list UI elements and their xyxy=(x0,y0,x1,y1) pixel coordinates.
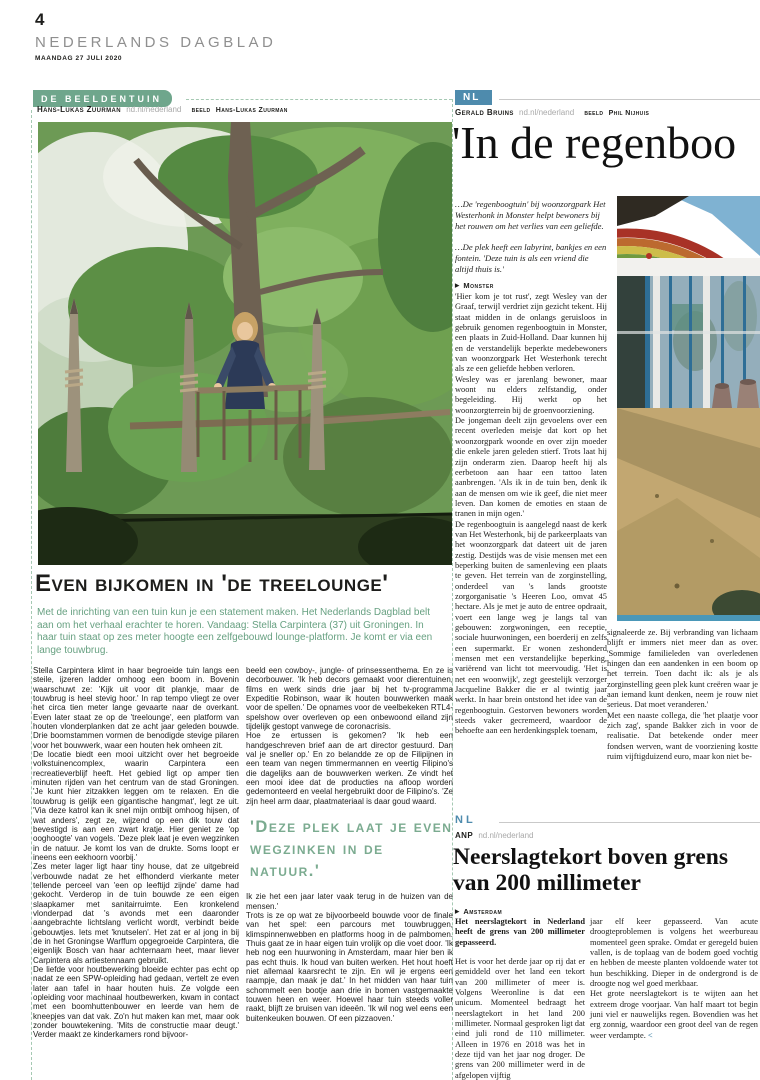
photo-credit-name: Hans-Lukas Zuurman xyxy=(215,107,288,114)
paragraph-text: Het grote neerslagtekort is te wijten aan het extreem droge voorjaar. Van half maart tot begin juni viel er nauwelijks regen. Bovendien was het erg zonnig, waardoor een groot deel van de regen weer verdampte. xyxy=(590,989,758,1040)
bold-lede: Het neerslagtekort in Nederland heeft de grens van 200 millimeter gepasseerd. xyxy=(455,917,585,947)
paragraph: 'Hier kom je tot rust', zegt Wesley van der Graaf, terwijl verdriet zijn gezicht tekent. Hij staat midden in de onlangs geruisloos in gebruik genomen regenboogtuin in Monster, een plaats in Zuid-Holland. Daar kunnen hij en de verstandelijk beperkte medebewoners van woonzorgpark Het Westerhonk terecht als ze een geliefde hebben verloren. xyxy=(455,292,607,374)
paragraph: Hoe ze ertussen is gekomen? 'Ik heb een handgeschreven brief aan de art director gestuurd. Dan val je sneller op.' En zo belandde ze op de Filipijnen in een team van negen timmermannen en veertig Filipino's die dagelijks aan de bouwwerken werken. Ze vindt het een mooi idee dat de producties na afloop worden gedemonteerd en veelal hergebruikt door de Filipino's. 'Ze zijn heel arm daar, plaatmateriaal is daar goud waard. xyxy=(246,731,453,806)
paragraph: Wesley was er jarenlang bewoner, maar woont nu elders zelfstandig, onder begeleiding. Hij werkt op het woonzorgterrein bij de groenvoorziening. xyxy=(455,374,607,415)
treehouse-photo xyxy=(38,122,452,565)
end-of-article-marker: < xyxy=(647,1030,653,1040)
lede-paragraph: …De 'regenboogtuin' bij woonzorgpark Het Westerhonk in Monster helpt bewoners bij het rouwen om het verlies van een geliefde. xyxy=(455,199,606,232)
paragraph: De locatie biedt een mooi uitzicht over het begroeide volkstuinencomplex, waarin Carpintera een recreatieverblijf heeft. Het gebied ligt op amper tien minuten rijden van het centrum van de stad Groningen. 'Je kunt hier zitzakken leggen om te relaxen. En die touwbrug is gelijk een gigantische hangmat', legt ze uit. 'Via deze katrol kan ik snel mijn ontbijt omhoog hijsen, of wat anders', zegt ze, wijzend op een dik touw dat bevestigd is aan een zwart kratje. Hier geniet ze 'op ooghoogte' van vogels. 'Deze plek laat je even wegzinken in de natuur. Je komt los van de drukte. Soms loopt er ineens een eekhoorn voorbij.' xyxy=(33,750,239,862)
photo-credit-label: beeld xyxy=(191,107,211,114)
paragraph: Stella Carpintera klimt in haar begroeide tuin langs een steile, ijzeren ladder omhoog een boom in. Bovenin waarschuwt ze: 'Kijk uit voor dit plankje, maar de touwbrug is heel stevig hoor.' In rap tempo vliegt ze over het circa tien meter lange gevaarte naar de overkant. Even later staat ze op de 'treelounge', een platform van houten vlonderplanken dat ze acht jaar geleden bouwde. Drie boomstammen vormen de benodigde stevige pilaren voor het bouwwerk, waar een houten hek omheen zit. xyxy=(33,666,239,750)
bottom-right-column-1 xyxy=(455,917,585,1080)
site-link[interactable]: nd.nl/nederland xyxy=(126,105,182,114)
paragraph: Het is voor het derde jaar op rij dat er gemiddeld over het land een tekort van 200 millimeter of meer is. Volgens Weeronline is dat een unicum. Momenteel bedraagt het neerslagtekort in het land 200 millimeter. Normaal gesproken ligt dat eind juli rond de 110 millimeter. Alleen in 1976 en 2018 was het in deze tijd van het jaar nog droger. De grens van 200 millimeter werd in de afgelopen vijftig xyxy=(455,957,586,1080)
section-badge-label: NL xyxy=(463,92,481,103)
header-rule xyxy=(499,822,760,823)
kicker-arrow-icon: ▶ xyxy=(455,283,460,289)
paragraph: Ik zie het een jaar later vaak terug in de huizen van de mensen.' xyxy=(246,892,453,911)
section-badge-label: DE BEELDENTUIN xyxy=(41,94,163,104)
paragraph: De liefde voor houtbewerking bloeide echter pas echt op nadat ze een SPW-opleiding had gedaan, vertelt ze even later aan tafel in haar houten huis. Ze volgde een opleiding voor machinaal houtbewerken, kwam in contact met een boomhuttenbouwer en leerde van hem de kneepjes van dat vak. Zo'n hut maken kan met, maar ook zonder bouwtekening. 'Mits de constructie maar deugt.' Verder maakt ze kinderkamers rond bijvoor- xyxy=(33,965,239,1040)
byline-bottom-right-article xyxy=(455,831,533,840)
paragraph: Met een naaste collega, die 'het plaatje voor zich zag', spande Bakker zich in voor de realisatie. Dat betekende onder meer fondsen werven, want de voorziening kostte ruim vijftigduizend euro, maar kon niet be- xyxy=(607,710,758,762)
dashed-rule-left xyxy=(31,110,32,1080)
page-number: 4 xyxy=(35,10,45,29)
site-link[interactable]: nd.nl/nederland xyxy=(478,831,534,840)
dateline-kicker xyxy=(455,281,494,290)
paragraph: beeld een cowboy-, jungle- of prinsessenthema. En ze is decorbouwer. 'Ik heb decors gemaakt voor dierentuinen, films en werk sinds drie jaar bij het tv-programma Expeditie Robinson, waar ik houten bouwwerken maak voor de spellen.' De opnames voor de veelbekeken RTL4-spelshow over overleven op een onbewoond eiland zijn tijdelijk gestopt vanwege de coronacrisis. xyxy=(246,666,453,732)
photo-credit-name: Phil Nijhuis xyxy=(608,110,650,117)
left-article-column-2 xyxy=(246,666,453,1023)
kicker-place: Monster xyxy=(463,281,494,290)
site-link[interactable]: nd.nl/nederland xyxy=(519,108,575,117)
dateline-kicker xyxy=(455,907,502,916)
left-article-intro: Met de inrichting van een tuin kun je een statement maken. Het Nederlands Dagblad belt aan om het verhaal erachter te horen. Vandaag: Stella Carpintera (37) uit Groningen. In haar tuin staat op zes meter hoogte een zelfgebouwd lounge-platform. Je komt er via een lange touwbrug. xyxy=(37,607,433,656)
paragraph: De jongeman deelt zijn gevoelens over een recent overleden meisje dat kort op het woonzorgpark woonde en over zijn moeder die enkele jaren geleden stierf. Trots laat hij zijn onderarm zien. Daarop heeft hij als eerbetoon aan haar een tattoo laten aanbrengen. 'Als ik in de tuin ben, denk ik aan de mensen om wie ik geef, die niet meer leven. Dan komen de emoties en staan de tranen in mijn ogen.' xyxy=(455,416,607,519)
treehouse-photo-graphic xyxy=(38,122,452,565)
paragraph: De regenboogtuin is aangelegd naast de kerk van Het Westerhonk, bij de parkeerplaats van het woonzorgpark dat dateert uit de jaren zestig. Destijds was de visie mensen met een beperking buiten de samenleving een plaats te geven. Het terrein van de zorginstelling, onderdeel van 's lands grootste zorgorganisatie 's Heeren Loo, omvat 45 hectare. Als je met je auto de entree opdraait, voert een lange weg je langs tal van gebouwen: zorgwoningen, een receptie, sociale huurwoningen, een boerderij en zelfs een supermarkt. Er wonen zeshonderd mensen met een verstandelijke beperking, variërend van licht tot meervoudig. 'Het is net een woonwijk', zegt geestelijk verzorger Jacqueline Bakker die er al twintig jaar werkt. In haar brein ontstond het idee van de regenboogtuin. Gestorven bewoners worden steeds vaker gecremeerd, waardoor de behoefte aan een herdenkingsplek toenam, xyxy=(455,519,607,736)
masthead: NEDERLANDS DAGBLAD xyxy=(35,34,277,51)
top-right-headline-clip xyxy=(452,116,760,169)
rainbow-building-photo xyxy=(617,196,760,621)
top-right-column-1 xyxy=(455,292,607,737)
bottom-right-headline: Neerslagtekort boven grens van 200 millimeter xyxy=(453,844,728,896)
dashed-rule-top xyxy=(186,99,452,100)
top-right-column-2 xyxy=(607,628,758,762)
author-name: ANP xyxy=(455,831,474,840)
paragraph: Zes meter lager ligt haar tiny house, dat ze uitgebreid verbouwde nadat ze het elfhonderd vierkante meter tellende perceel van 'een op leeftijd zijnde' dame had gekocht. Verderop in de tuin bouwde ze een eigen slaapkamer met sanitairruimte. Een kronkelend vlonderpad dat 's avonds met een daaronder aangebrachte lichtslang verlicht wordt, verbindt beide gebouwtjes. Iets met 'knutselen'. Het zat er al jong in bij de in het Groningse Warffum opgegroeide Carpintera, die eigenlijk Bosch van haar achternaam heet, maar liever Carpintera als artiestennaam gebruikt. xyxy=(33,862,239,965)
left-article-headline: Even bijkomen in 'de treelounge' xyxy=(35,570,389,597)
byline-left-article xyxy=(37,105,288,114)
pull-quote: 'Deze plek laat je even wegzinken in de natuur.' xyxy=(250,818,453,881)
author-name: Hans-Lukas Zuurman xyxy=(37,105,121,114)
photo-credit-label: beeld xyxy=(584,110,604,117)
top-right-lede xyxy=(455,199,607,284)
kicker-place: Amsterdam xyxy=(463,907,503,916)
left-article-column-1 xyxy=(33,666,239,1040)
kicker-arrow-icon: ▶ xyxy=(455,909,460,915)
paragraph xyxy=(590,989,758,1041)
lede-paragraph: …De plek heeft een labyrint, bankjes en een fontein. 'Deze tuin is als een vriend die altijd thuis is.' xyxy=(455,241,607,275)
rainbow-photo-graphic xyxy=(617,196,760,621)
section-badge-nl xyxy=(455,90,492,105)
edition-date: MAANDAG 27 JULI 2020 xyxy=(35,55,123,62)
header-rule xyxy=(499,99,760,100)
paragraph: signaleerde ze. Bij verbranding van lichaam blijft er immers niet meer dan as over. 'Sommige familieleden van overledenen hingen dan een aandenken in een boom op het terrein. Toen dacht ik: als je als zorginstelling geen plek kunt creëren waar je aan iemand kunt denken, neem je rouw niet serieus. Dat moet veranderen.' xyxy=(607,628,758,710)
top-right-headline: 'In de regenboo xyxy=(452,117,737,168)
paragraph: jaar elf keer gepasseerd. Van acute droogteproblemen is volgens het weerbureau momenteel geen sprake. Omdat er geregeld buien vallen, is de toplaag van de bodem goed vochtig en hebben de meeste planten voldoende water tot hun beschikking. Dieper in de ondergrond is de droogte nog wel goed merkbaar. xyxy=(590,917,758,989)
paragraph: Trots is ze op wat ze bijvoorbeeld bouwde voor de finale van het spel: een parcours met touwbruggen, klimspinnenwebben en platforms hoog in de palmbomen. Thuis gaat ze in haar eigen tuin vrolijk op die voet door. 'Ik heb nog een huurwoning in Amsterdam, maar hier ben ik pas echt thuis. Ik houd van buiten werken. Het hout hoeft niet allemaal kaarsrecht te zijn. En wil je ergens een raampje, dan maak je dat.' In het midden van haar tuin schommelt een bootje aan drie in bomen vastgemaakte touwen heen en weer. Hoewel haar tuin steeds voller raakt, blijft ze bruisen van ideeën. 'Ik wil nog wel eens een buitenkeuken bouwen. Of een pizzaoven.' xyxy=(246,910,453,1023)
bottom-right-column-2 xyxy=(590,917,758,1041)
section-label-nl: NL xyxy=(455,814,476,826)
author-name: Gerald Bruins xyxy=(455,108,514,117)
